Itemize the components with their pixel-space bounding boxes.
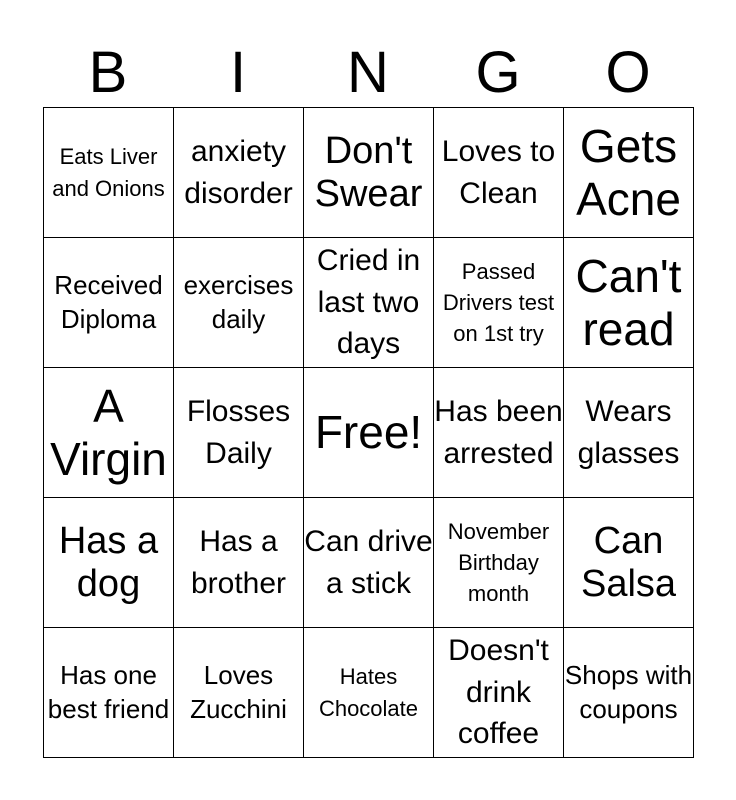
bingo-row: [44, 238, 694, 368]
cell-text: Passed Drivers test on 1st try: [442, 258, 555, 347]
cell-text: Doesn't drink coffee: [448, 634, 549, 751]
cell-text: Has been arrested: [434, 395, 563, 470]
cell-text: Can drive a stick: [304, 525, 433, 600]
cell-text: Has a dog: [58, 519, 159, 605]
free-space-text: Free!: [314, 406, 423, 459]
bingo-cell: [44, 368, 174, 498]
cell-text: Hates Chocolate: [318, 664, 419, 721]
bingo-cell: [304, 628, 434, 758]
bingo-row: [44, 368, 694, 498]
cell-text: Cried in last two days: [316, 244, 421, 361]
bingo-header: [43, 40, 693, 106]
bingo-cell: [304, 238, 434, 368]
cell-text: Has a brother: [190, 525, 287, 600]
cell-text: anxiety disorder: [184, 135, 293, 210]
cell-text: A Virgin: [50, 379, 167, 485]
bingo-row: [44, 628, 694, 758]
cell-text: November Birthday month: [447, 518, 550, 607]
bingo-cell: [44, 498, 174, 628]
bingo-cell: [44, 628, 174, 758]
cell-text: Loves Zucchini: [190, 659, 287, 724]
cell-text: Has one best friend: [47, 659, 170, 724]
header-letter-g: G: [475, 40, 521, 105]
bingo-cell: [564, 628, 694, 758]
bingo-cell: [174, 498, 304, 628]
bingo-cell: [174, 368, 304, 498]
bingo-cell: [44, 108, 174, 238]
bingo-cell free-space: [304, 368, 434, 498]
bingo-cell: [174, 238, 304, 368]
bingo-cell: [44, 238, 174, 368]
cell-text: Gets Acne: [576, 119, 681, 225]
bingo-cell: [174, 628, 304, 758]
cell-text: Wears glasses: [577, 395, 680, 470]
bingo-cell: [564, 498, 694, 628]
bingo-cell: [304, 108, 434, 238]
cell-text: Can't read: [575, 249, 682, 355]
cell-text: Loves to Clean: [441, 135, 556, 210]
header-letter-o: O: [605, 40, 651, 105]
header-letter-i: I: [229, 40, 247, 105]
cell-text: Eats Liver and Onions: [52, 144, 165, 201]
cell-text: exercises daily: [183, 269, 294, 334]
bingo-row: [44, 108, 694, 238]
cell-text: Received Diploma: [54, 269, 163, 334]
cell-text: Don't Swear: [314, 129, 423, 215]
cell-text: Shops with coupons: [564, 659, 693, 724]
bingo-cell: [434, 238, 564, 368]
bingo-cell: [434, 368, 564, 498]
bingo-row: [44, 498, 694, 628]
bingo-card: [43, 107, 694, 758]
bingo-cell: [564, 238, 694, 368]
cell-text: Can Salsa: [580, 519, 677, 605]
bingo-cell: [174, 108, 304, 238]
header-letter-b: B: [88, 40, 128, 105]
header-letter-n: N: [347, 40, 389, 105]
bingo-cell: [564, 368, 694, 498]
cell-text: Flosses Daily: [186, 395, 291, 470]
bingo-cell: [564, 108, 694, 238]
bingo-cell: [434, 628, 564, 758]
bingo-cell: [434, 108, 564, 238]
bingo-cell: [304, 498, 434, 628]
bingo-cell: [434, 498, 564, 628]
